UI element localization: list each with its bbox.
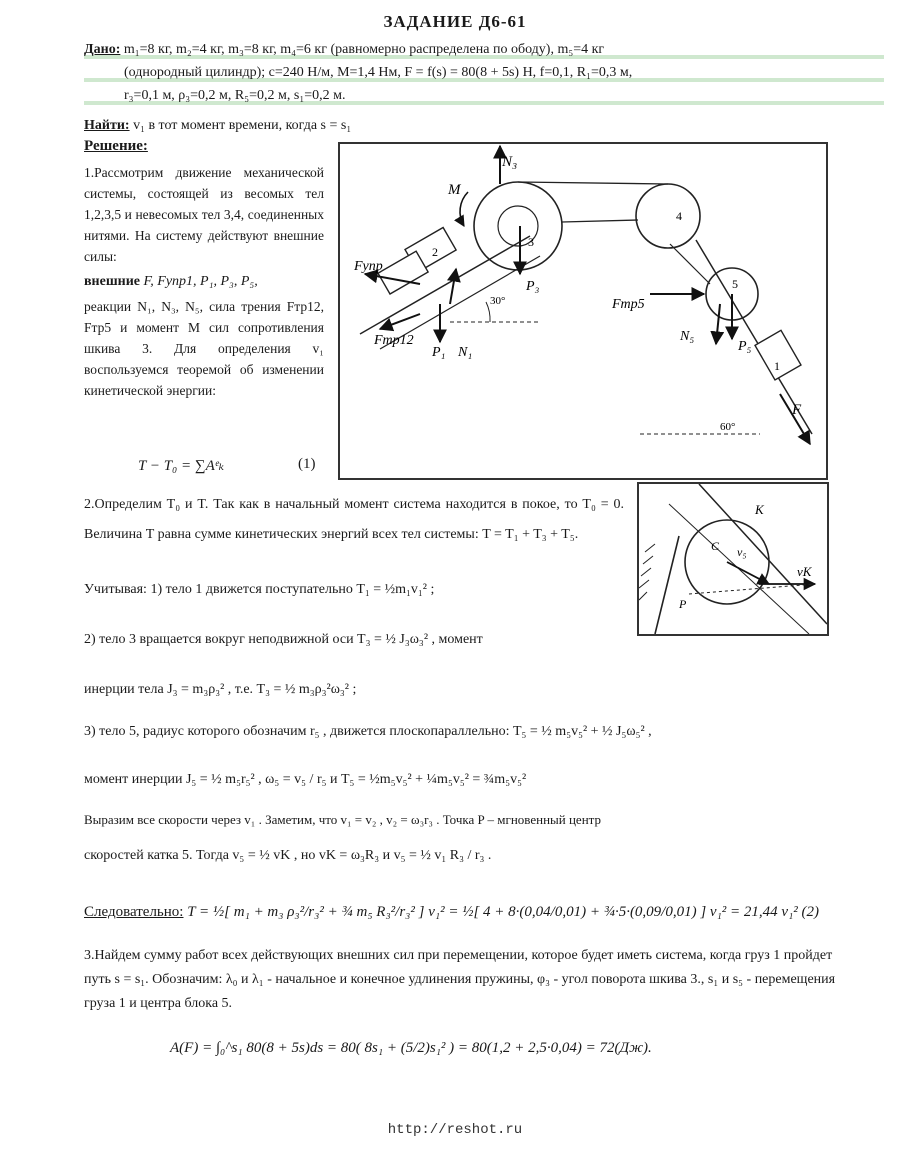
- label-N5: N₅: [680, 329, 695, 344]
- label-Ftr12: Fтр12: [374, 333, 414, 348]
- label-N3: N₃: [502, 154, 518, 170]
- mechanism-figure: [338, 142, 828, 480]
- section-3-intro: 3.Найдем сумму работ всех действующих внешних сил при перемещении, которое будет иметь система, когда груз 1 пройдет путь s = s₁. Обозначим: λ₀ и λ₁ - начальное и конечное удлинения пружины, φ₃ - угол поворота шкива 3., s₁ и s₅ - перемещения груза 1 и центра блока 5.: [84, 948, 836, 1011]
- pulley-4: [636, 184, 700, 248]
- kinetic-energy-result: [84, 902, 844, 922]
- mechanism-diagram: [340, 144, 826, 478]
- section-2-intro: 2.Определим T₀ и T. Так как в начальный момент система находится в покое, то T₀ = 0. Величина T равна сумме кинетических энергий всех тел системы: T = T₁ + T₃ + T₅.: [84, 497, 624, 542]
- given-line-3: r₃=0,1 м, ρ₃=0,2 м, R₅=0,2 м, s₁=0,2 м.: [124, 88, 346, 103]
- page-title: ЗАДАНИЕ Д6-61: [383, 12, 527, 31]
- forces-label: внешние: [84, 274, 141, 289]
- label-angle-30: 30°: [490, 295, 506, 307]
- roller-velocity-figure: [637, 482, 829, 636]
- section-2-roller-velocity: скоростей катка 5. Тогда v₅ = ½ vK , но vK = ω₃R₃ и v₅ = ½ v₁ R₃ / r₃ .: [84, 848, 492, 863]
- section-1-forces: [84, 271, 324, 292]
- label-M: M: [448, 182, 461, 198]
- section-2-body-1: Учитывая: 1) тело 1 движется поступательно T₁ = ½m₁v₁² ;: [84, 582, 435, 597]
- label-P3: P₃: [526, 279, 540, 294]
- given-line-1: m₁=8 кг, m₂=4 кг, m₃=8 кг, m₄=6 кг (равномерно распределена по ободу), m₅=4 кг: [123, 42, 605, 57]
- solution-label: Решение:: [84, 138, 148, 154]
- kinetic-energy-formula: T = ½[ m₁ + m₃ ρ₃²/r₃² + ¾ m₅ R₃²/r₃² ] v₁² = ½[ 4 + 8·(0,04/0,01) + ¾·5·(0,09/0,01) ] v₁² = 21,44 v₁² (2): [187, 904, 820, 920]
- label-Fupr: Fупр: [354, 259, 383, 274]
- roller-velocity-diagram: [639, 484, 827, 634]
- label-body-1: 1: [774, 359, 780, 373]
- section-1-intro: 1.Рассмотрим движение механической системы, состоящей из весомых тел 1,2,3,5 и невесомых тел 3,4, соединенных нитями. На систему действуют внешние силы:: [84, 165, 324, 264]
- section-2-body-5-inertia: момент инерции J₅ = ½ m₅r₅² , ω₅ = v₅ / r₅ и T₅ = ½m₅v₅² + ¼m₅v₅² = ¾m₅v₅²: [84, 772, 527, 787]
- section-1-reactions: реакции N₁, N₃, N₅, сила трения Fтр12, Fтр5 и момент M сил сопротивления шкива 3. Для определения v₁ воспользуемся теоремой об изменении кинетической энергии:: [84, 299, 324, 398]
- work-formula: A(F) = ∫₀^s₁ 80(8 + 5s)ds = 80( 8s₁ + (5/2)s₁² ) = 80(1,2 + 2,5·0,04) = 72(Дж).: [170, 1040, 652, 1056]
- section-2-body-3-inertia: инерции тела J₃ = m₃ρ₃² , т.е. T₃ = ½ m₃ρ₃²ω₃² ;: [84, 682, 357, 697]
- body-1-left: [378, 251, 428, 294]
- label-N1: N₁: [458, 345, 473, 360]
- label-body-3: 3: [528, 235, 534, 249]
- forces-list: F, Fупр1, P₁, P₃, P₅,: [143, 274, 258, 289]
- pulley-3: [474, 182, 562, 270]
- section-2-body-3-rotation: 2) тело 3 вращается вокруг неподвижной оси T₃ = ½ J₃ω₃² , момент: [84, 632, 483, 647]
- subst-label: Следовательно:: [84, 904, 184, 920]
- label-body-4: 4: [676, 209, 682, 223]
- find-text: v₁ в тот момент времени, когда s = s₁: [129, 118, 352, 133]
- label-body-5: 5: [732, 277, 738, 291]
- theorem-equation-number: (1): [298, 456, 316, 472]
- label-Ftr5: Fтр5: [612, 297, 645, 312]
- given-block: [84, 38, 884, 107]
- label-vK: vK: [797, 564, 812, 579]
- label-F: F: [792, 402, 802, 418]
- label-body-2: 2: [432, 245, 438, 259]
- label-v5: v₅: [737, 545, 747, 559]
- footer-url: http://reshot.ru: [387, 1122, 523, 1138]
- label-K: K: [755, 502, 764, 517]
- find-label: Найти:: [84, 118, 130, 133]
- find-line: [84, 118, 351, 134]
- section-2-body-5: 3) тело 5, радиус которого обозначим r₅ , движется плоскопараллельно: T₅ = ½ m₅v₅² + ½ J₅ω₅² ,: [84, 724, 652, 739]
- theorem-equation: T − T₀ = ∑Aᵉₖ: [138, 458, 225, 474]
- label-angle-60: 60°: [720, 421, 736, 433]
- section-1: [84, 162, 324, 401]
- label-P1: P₁: [432, 345, 446, 360]
- label-C: C: [711, 539, 720, 553]
- label-P: P: [679, 597, 687, 611]
- given-line-2: (однородный цилиндр); c=240 Н/м, M=1,4 Нм, F = f(s) = 80(8 + 5s) Н, f=0,1, R₁=0,3 м,: [124, 65, 633, 80]
- given-label: Дано:: [84, 42, 121, 57]
- label-P5: P₅: [738, 339, 752, 354]
- section-2-velocities: Выразим все скорости через v₁ . Заметим, что v₁ = v₂ , v₂ = ω₃r₃ . Точка P – мгновенный центр: [84, 812, 601, 827]
